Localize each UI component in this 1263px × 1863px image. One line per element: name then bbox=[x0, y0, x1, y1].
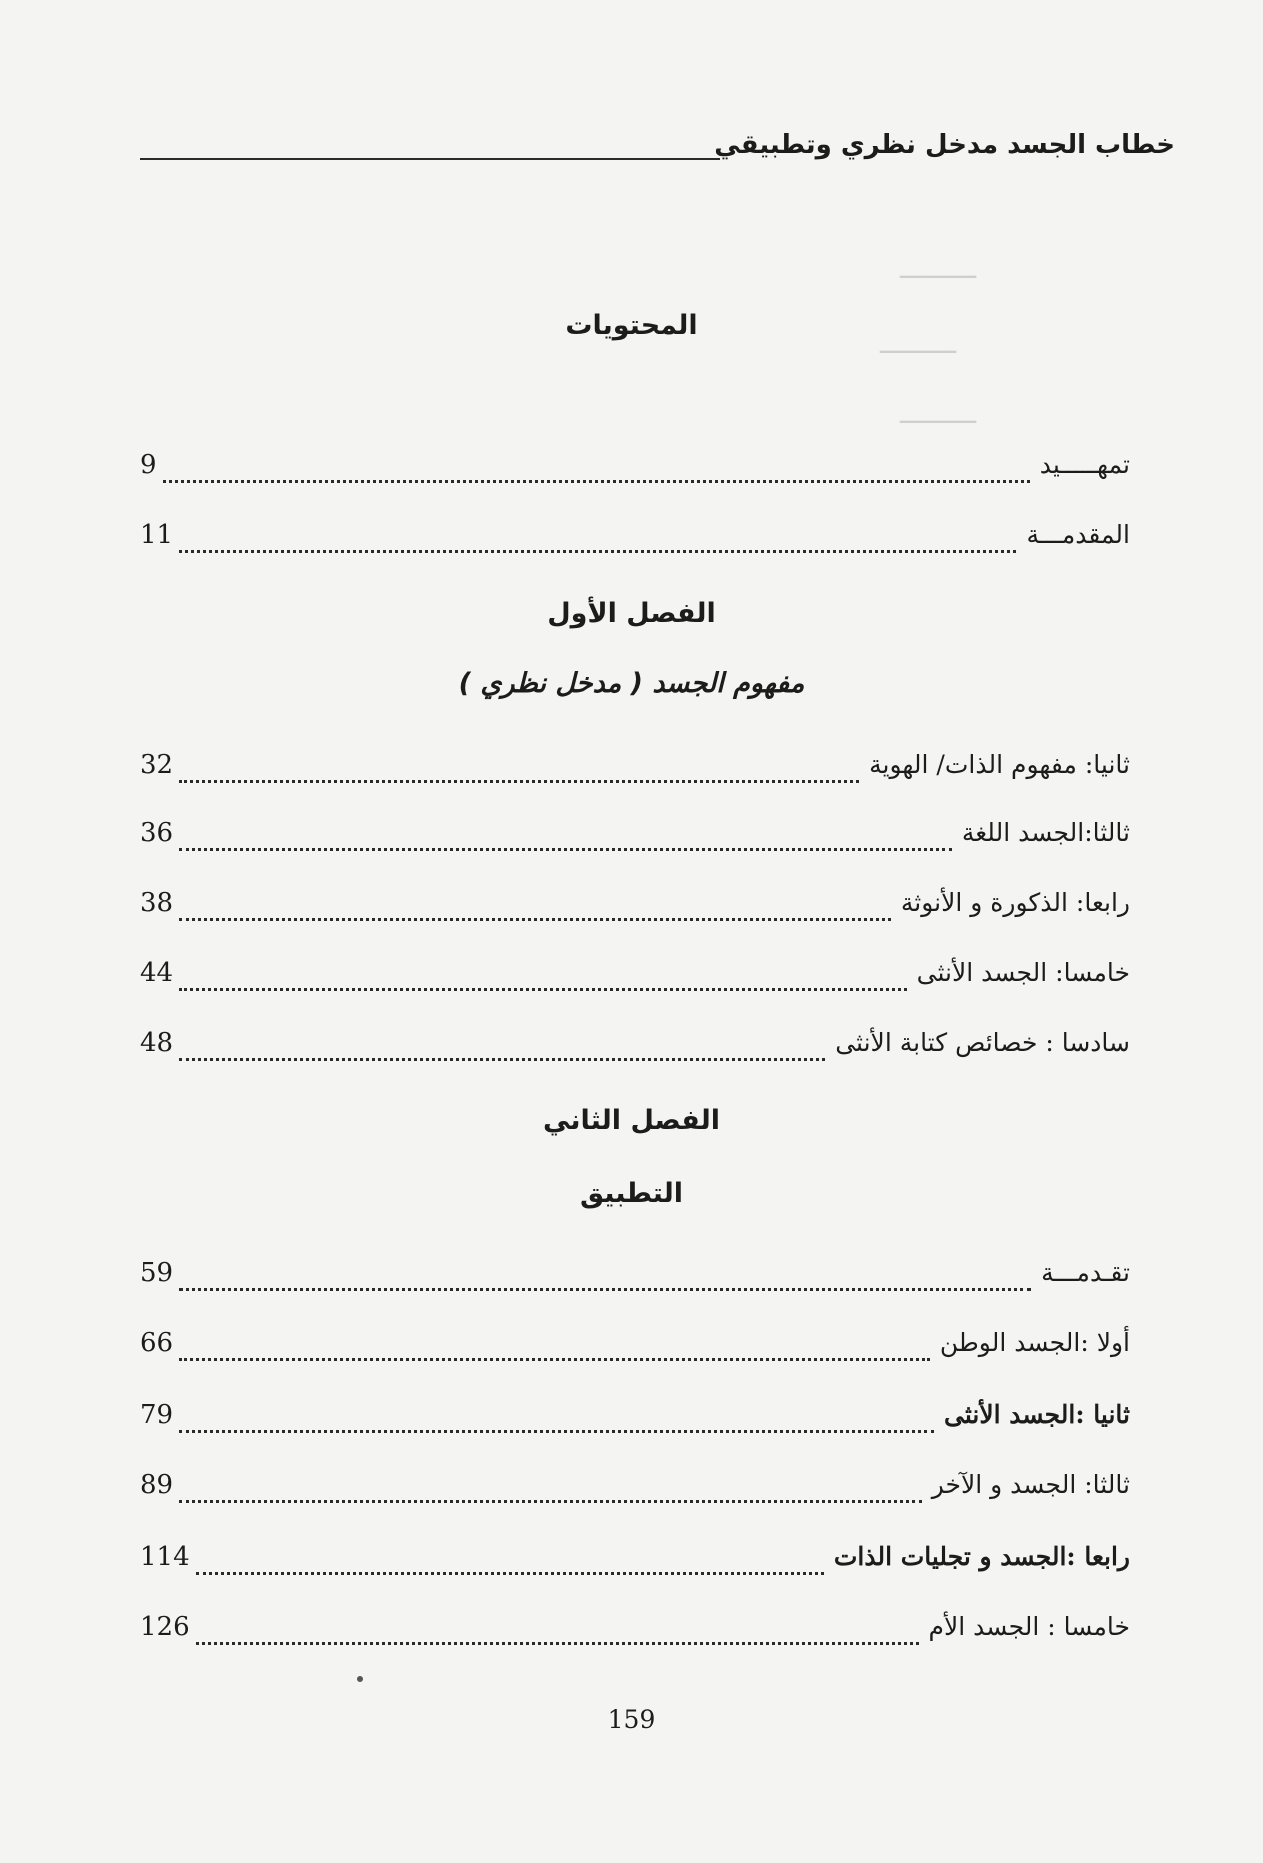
toc-entry-page: 59 bbox=[140, 1258, 174, 1288]
toc-entry-label: ثانيا: مفهوم الذات/ الهوية bbox=[869, 750, 1130, 779]
toc-entry-label: خامسا : الجسد الأم bbox=[928, 1612, 1130, 1641]
dot-leader bbox=[196, 1630, 919, 1645]
toc-entry-page: 114 bbox=[140, 1542, 190, 1572]
toc-entry-page: 79 bbox=[140, 1400, 174, 1430]
toc-entry-label: أولا :الجسد الوطن bbox=[939, 1328, 1130, 1357]
header-rule bbox=[140, 158, 720, 160]
toc-entry-label: ثالثا: الجسد و الآخر bbox=[931, 1470, 1130, 1499]
chapter-subtitle: مفهوم الجسد ( مدخل نظري ) bbox=[458, 668, 805, 699]
toc-entry bbox=[140, 750, 1130, 790]
toc-entry-page: 48 bbox=[140, 1028, 174, 1058]
dot-leader bbox=[179, 906, 891, 921]
toc-entry-page: 38 bbox=[140, 888, 174, 918]
toc-entry-label: تمهـــــيد bbox=[1039, 450, 1130, 479]
bleed-through-text: ــــــــــ bbox=[880, 330, 957, 360]
dot-leader bbox=[196, 1560, 824, 1575]
chapter-subtitle: التطبيق bbox=[579, 1178, 684, 1209]
toc-entry-page: 44 bbox=[140, 958, 174, 988]
running-header-title: خطاب الجسد مدخل نظري وتطبيقي bbox=[714, 130, 1175, 160]
bleed-through-text: ــــــــــ bbox=[900, 255, 977, 285]
toc-entry-page: 126 bbox=[140, 1612, 190, 1642]
bleed-through-text: ــــــــــ bbox=[900, 400, 977, 430]
dot-leader bbox=[179, 976, 907, 991]
toc-heading: المحتويات bbox=[565, 310, 698, 341]
toc-entry-page: 36 bbox=[140, 818, 174, 848]
toc-entry bbox=[140, 1612, 1130, 1652]
toc-entry bbox=[140, 818, 1130, 858]
dot-leader bbox=[179, 1276, 1031, 1291]
dot-leader bbox=[179, 1418, 934, 1433]
toc-entry-label: المقدمـــة bbox=[1026, 520, 1130, 549]
dot-leader bbox=[179, 538, 1016, 553]
running-header bbox=[140, 130, 1175, 170]
toc-entry-label: ثانيا :الجسد الأنثى bbox=[944, 1400, 1130, 1429]
toc-entry-label: خامسا: الجسد الأنثى bbox=[916, 958, 1130, 987]
toc-entry bbox=[140, 958, 1130, 998]
toc-entry bbox=[140, 450, 1130, 490]
toc-entry bbox=[140, 1400, 1130, 1440]
dot-leader bbox=[179, 1346, 930, 1361]
toc-entry-label: رابعا :الجسد و تجليات الذات bbox=[833, 1542, 1130, 1571]
toc-entry bbox=[140, 1328, 1130, 1368]
toc-entry-page: 9 bbox=[140, 450, 157, 480]
toc-entry bbox=[140, 1470, 1130, 1510]
dot-leader bbox=[179, 836, 952, 851]
chapter-title: الفصل الأول bbox=[547, 598, 716, 629]
toc-entry bbox=[140, 1258, 1130, 1298]
toc-entry-label: رابعا: الذكورة و الأنوثة bbox=[900, 888, 1130, 917]
toc-entry-label: ثالثا:الجسد اللغة bbox=[961, 818, 1130, 847]
toc-entry-page: 89 bbox=[140, 1470, 174, 1500]
toc-entry bbox=[140, 888, 1130, 928]
dot-leader bbox=[179, 1046, 825, 1061]
dot-leader bbox=[179, 1488, 922, 1503]
paper-speck bbox=[357, 1676, 363, 1682]
dot-leader bbox=[179, 768, 859, 783]
toc-entry bbox=[140, 1542, 1130, 1582]
toc-entry-page: 11 bbox=[140, 520, 174, 550]
page-number: 159 bbox=[607, 1705, 656, 1734]
dot-leader bbox=[163, 468, 1030, 483]
toc-entry bbox=[140, 1028, 1130, 1068]
toc-entry bbox=[140, 520, 1130, 560]
chapter-title: الفصل الثاني bbox=[543, 1105, 720, 1136]
toc-entry-page: 32 bbox=[140, 750, 174, 780]
toc-entry-label: سادسا : خصائص كتابة الأنثى bbox=[835, 1028, 1130, 1057]
toc-entry-label: تقـدمـــة bbox=[1041, 1258, 1130, 1287]
toc-entry-page: 66 bbox=[140, 1328, 174, 1358]
